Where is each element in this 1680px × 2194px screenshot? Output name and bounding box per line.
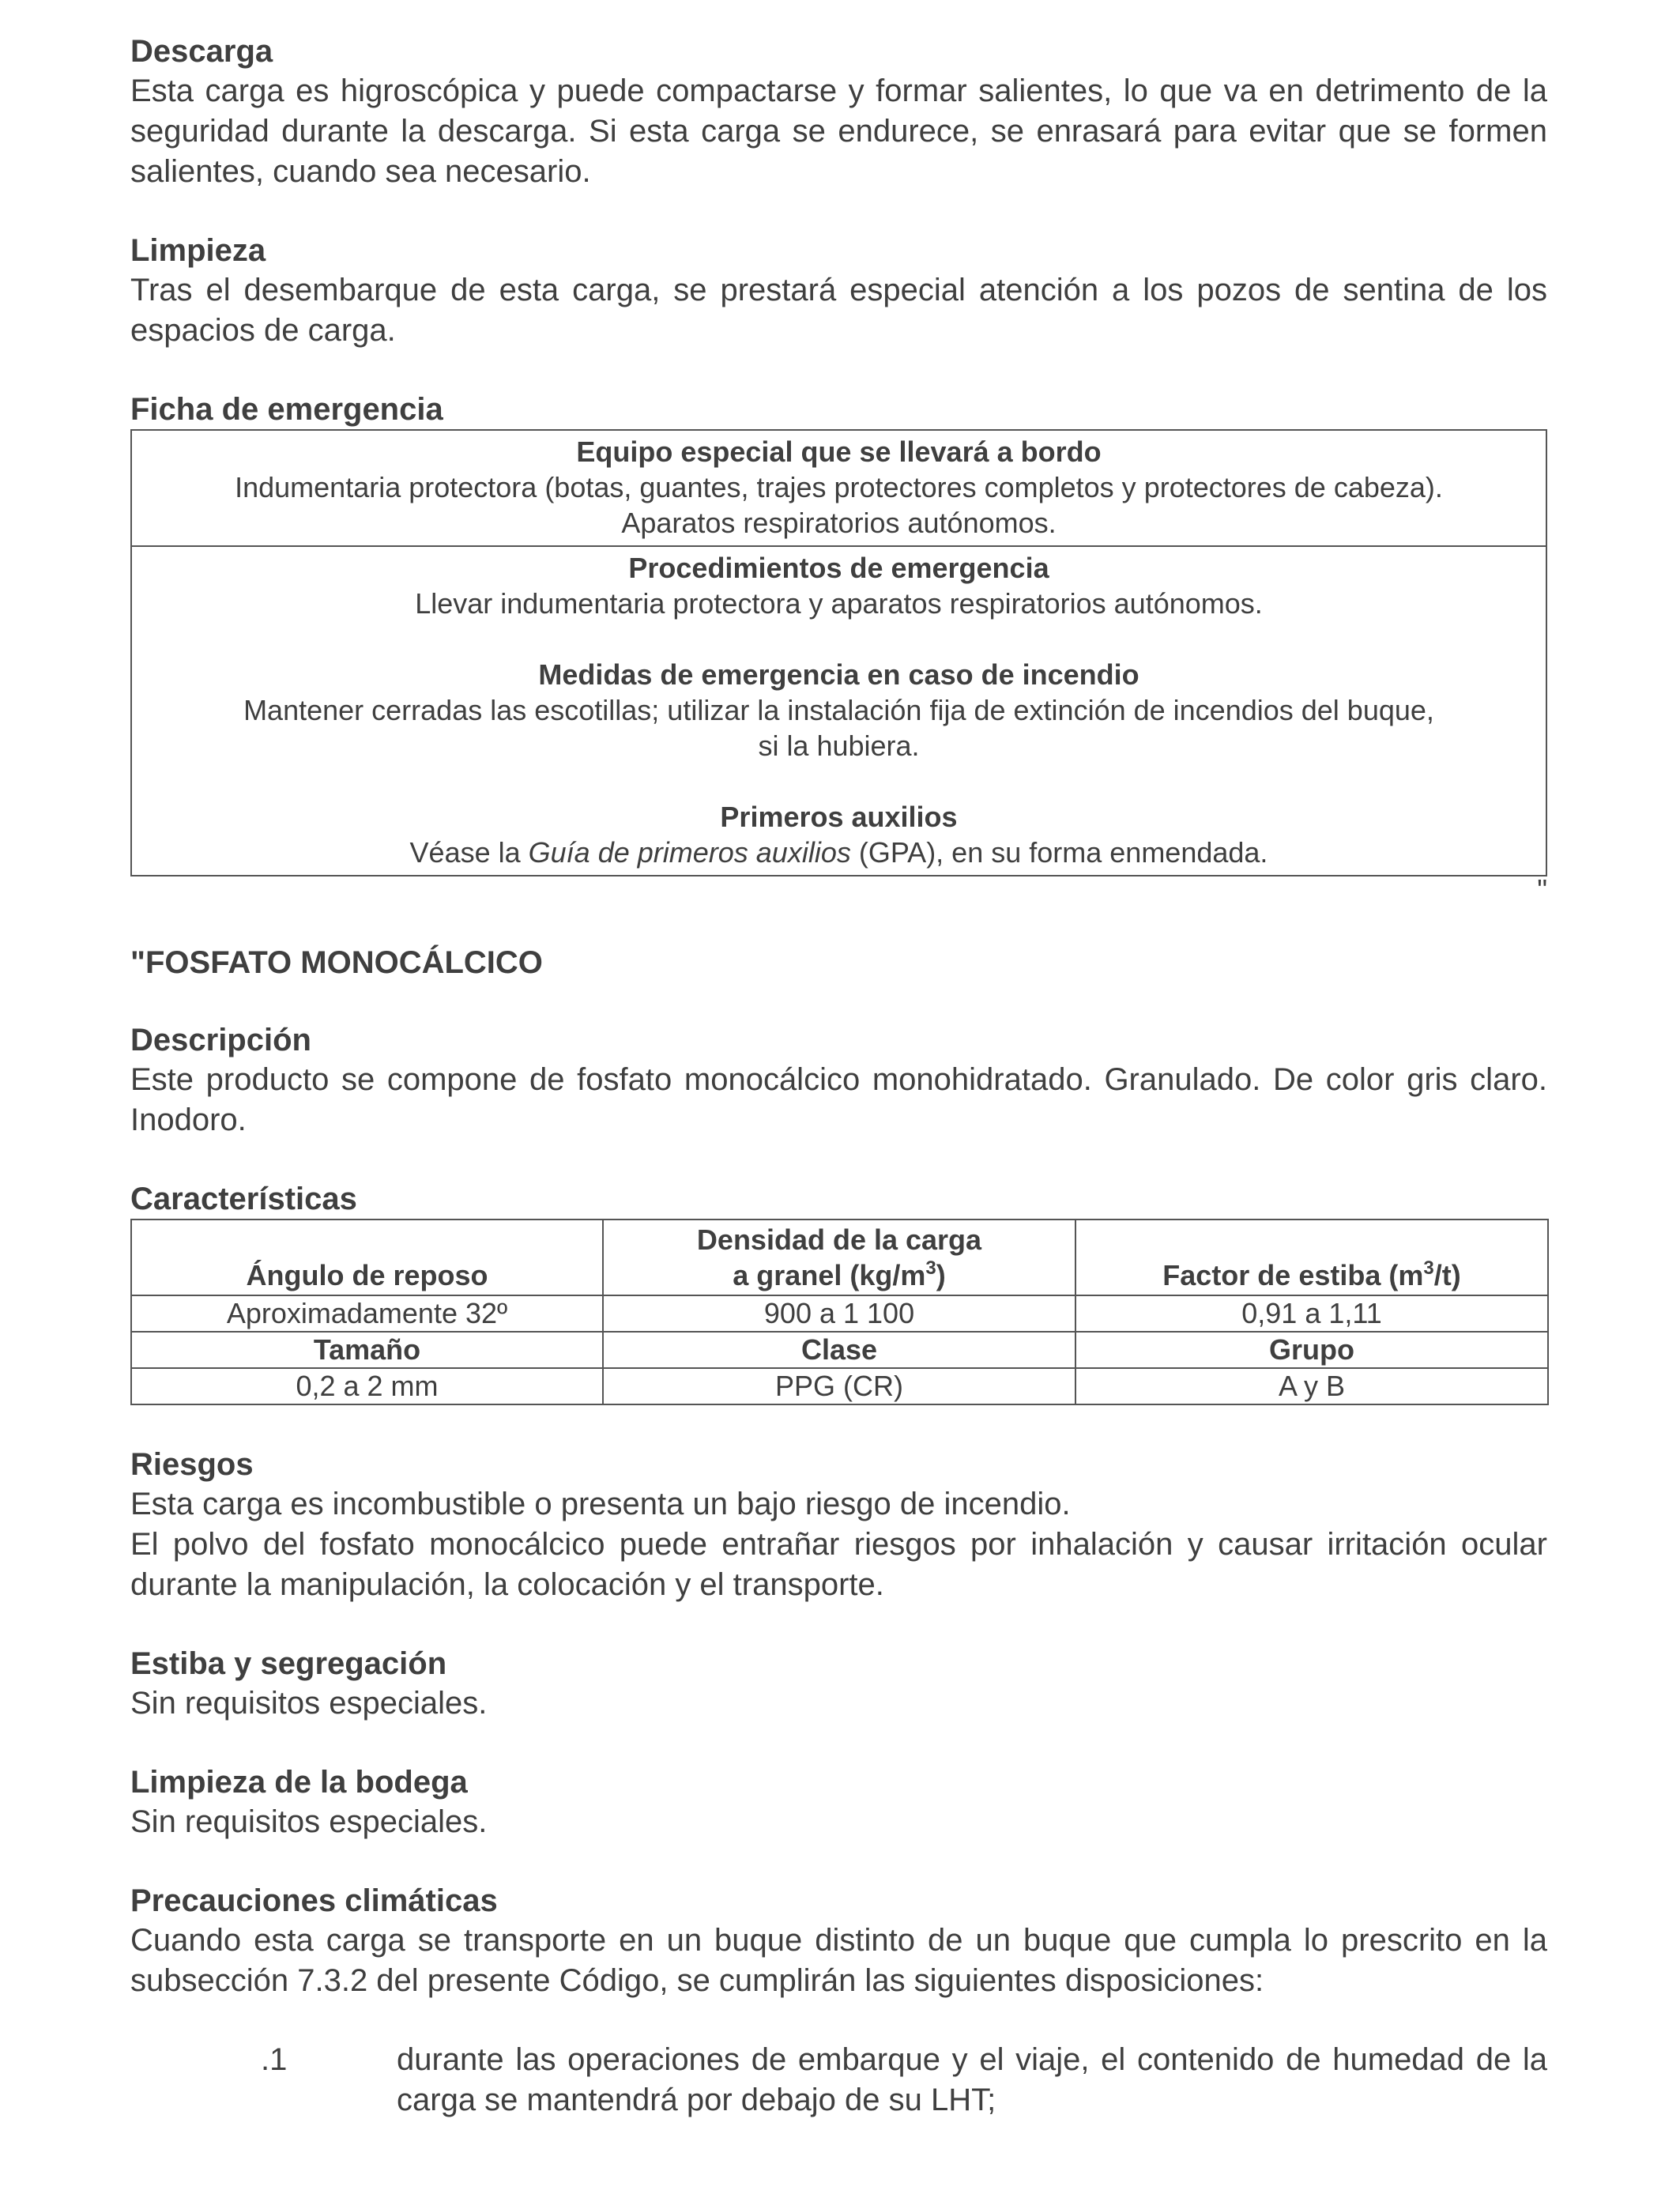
header-clase: Clase xyxy=(603,1332,1075,1368)
table-row xyxy=(131,1332,1548,1368)
table-row xyxy=(131,1295,1548,1332)
header-grupo: Grupo xyxy=(1075,1332,1548,1368)
estiba-heading: Estiba y segregación xyxy=(130,1646,447,1681)
list-item-number: .1 xyxy=(261,2042,288,2077)
estiba-text: Sin requisitos especiales. xyxy=(130,1686,488,1721)
clima-heading: Precauciones climáticas xyxy=(130,1883,498,1918)
incendio-line-1: Mantener cerradas las escotillas; utilizar la instalación fija de extinción de incendios del buque, xyxy=(243,694,1434,726)
header-densidad-line1: Densidad de la carga xyxy=(696,1223,982,1256)
bodega-text: Sin requisitos especiales. xyxy=(130,1804,488,1839)
equipo-line-1: Indumentaria protectora (botas, guantes, trajes protectores completos y protectores de cabeza). xyxy=(235,471,1443,503)
riesgos-text-2: El polvo del fosfato monocálcico puede entrañar riesgos por inhalación y causar irritación ocular durante la manipulación, la colocación y el transporte. xyxy=(130,1527,1547,1602)
procedimientos-line-1: Llevar indumentaria protectora y aparatos respiratorios autónomos. xyxy=(415,587,1263,620)
value-factor: 0,91 a 1,11 xyxy=(1075,1295,1548,1332)
characteristics-table xyxy=(130,1219,1549,1405)
value-angulo: Aproximadamente 32º xyxy=(131,1295,603,1332)
incendio-line-2: si la hubiera. xyxy=(758,729,920,762)
table-row xyxy=(131,1368,1548,1404)
header-densidad-suffix: ) xyxy=(936,1259,946,1291)
value-tamano: 0,2 a 2 mm xyxy=(131,1368,603,1404)
equipo-cell xyxy=(131,430,1546,546)
auxilios-heading: Primeros auxilios xyxy=(720,801,958,833)
header-factor-prefix: Factor de estiba (m xyxy=(1162,1259,1424,1291)
header-densidad-prefix: a granel (kg/m xyxy=(733,1259,926,1291)
procedimientos-cell xyxy=(131,546,1546,876)
limpieza-text: Tras el desembarque de esta carga, se prestará especial atención a los pozos de sentina de los espacios de carga. xyxy=(130,273,1547,348)
value-grupo: A y B xyxy=(1075,1368,1548,1404)
riesgos-text-1: Esta carga es incombustible o presenta un bajo riesgo de incendio. xyxy=(130,1487,1071,1521)
equipo-line-2: Aparatos respiratorios autónomos. xyxy=(621,507,1057,539)
caracteristicas-heading: Características xyxy=(130,1182,357,1216)
descripcion-heading: Descripción xyxy=(130,1023,311,1057)
descarga-text: Esta carga es higroscópica y puede compactarse y formar salientes, lo que va en detrimento de la seguridad durante la descarga. Si esta carga se endurece, se enrasará para evitar que se formen salientes, cuando sea necesario. xyxy=(130,74,1547,189)
limpieza-heading: Limpieza xyxy=(130,233,266,268)
auxilios-line xyxy=(148,835,1530,870)
descripcion-text: Este producto se compone de fosfato monocálcico monohidratado. Granulado. De color gris claro. Inodoro. xyxy=(130,1062,1547,1137)
value-densidad: 900 a 1 100 xyxy=(603,1295,1075,1332)
auxilios-suffix: (GPA), en su forma enmendada. xyxy=(850,836,1268,869)
riesgos-heading: Riesgos xyxy=(130,1447,254,1482)
equipo-heading: Equipo especial que se llevará a bordo xyxy=(576,435,1102,468)
clima-text: Cuando esta carga se transporte en un buque distinto de un buque que cumpla lo prescrito en la subsección 7.3.2 del presente Código, se cumplirán las siguientes disposiciones: xyxy=(130,1923,1547,1998)
emergency-table xyxy=(130,429,1547,876)
document-page xyxy=(130,32,1547,2120)
auxilios-prefix: Véase la xyxy=(409,836,529,869)
procedimientos-heading: Procedimientos de emergencia xyxy=(628,552,1049,584)
header-tamano: Tamaño xyxy=(131,1332,603,1368)
header-factor-suffix: /t) xyxy=(1433,1259,1461,1291)
ficha-heading: Ficha de emergencia xyxy=(130,392,443,427)
value-clase: PPG (CR) xyxy=(603,1368,1075,1404)
table-row xyxy=(131,1220,1548,1295)
list-item xyxy=(130,2040,1547,2120)
fosfato-title: "FOSFATO MONOCÁLCICO xyxy=(130,945,543,980)
incendio-heading: Medidas de emergencia en caso de incendio xyxy=(538,658,1139,691)
header-factor-sup: 3 xyxy=(1423,1257,1434,1279)
header-densidad xyxy=(603,1220,1075,1295)
list-item-text: durante las operaciones de embarque y el viaje, el contenido de humedad de la carga se mantendrá por debajo de su LHT; xyxy=(397,2042,1547,2117)
header-angulo: Ángulo de reposo xyxy=(131,1220,603,1295)
closing-quote: " xyxy=(1537,873,1547,906)
header-densidad-sup: 3 xyxy=(925,1257,936,1279)
auxilios-guide-title: Guía de primeros auxilios xyxy=(528,836,851,869)
descarga-heading: Descarga xyxy=(130,34,273,69)
bodega-heading: Limpieza de la bodega xyxy=(130,1765,468,1800)
header-factor xyxy=(1075,1220,1548,1295)
